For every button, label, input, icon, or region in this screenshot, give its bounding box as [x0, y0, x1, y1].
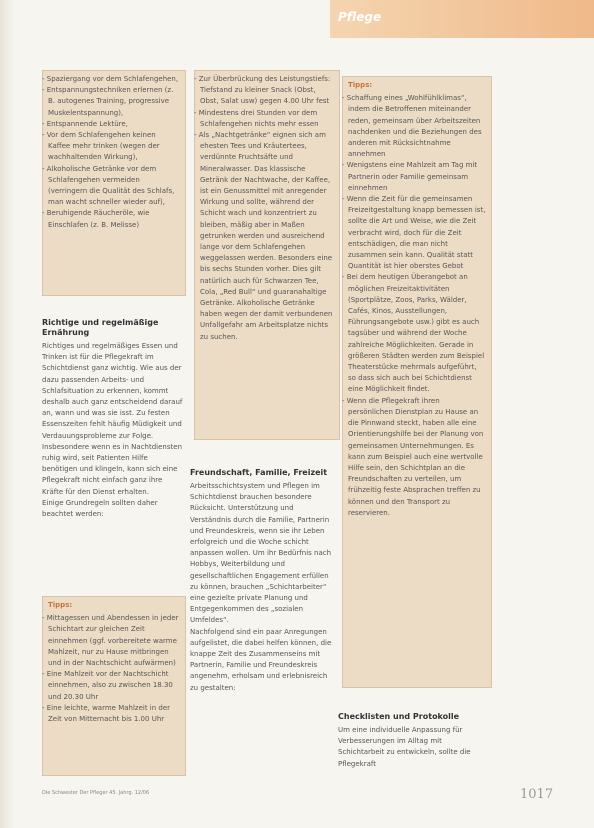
list-item: - Wenigstens eine Mahlzeit am Tag mit Partnerin oder Familie gemeinsam einnehmen [342, 161, 478, 192]
food-tips-list [194, 74, 334, 343]
section-title: Pflege [338, 10, 382, 24]
checklist-body: Um eine individuelle Anpassung für Verbesserungen im Alltag mit Schichtarbeit zu entwickeln, sollte die Pflegekraft [338, 726, 471, 768]
list-item: - Als „Nachtgetränke“ eignen sich am ehesten Tees und Kräutertees, verdünnte Fruchtsäfte und Mineralwasser. Das klassische Getränk der Nachtwache, der Kaffee, ist ein Genussmittel mit anregender Wirkung und sollte, während der Schicht wach und konzentriert zu bleiben, mäßig aber in Maßen getrunken werden und ausreichend lange vor dem Schlafengehen weggelassen werden. Besonders eine bis sechs Stunden vorher. Dies gilt natürlich auch für Schwarzen Tee, Cola, „Red Bull“ und guaranahaltige Getränke. Alkoholische Getränke haben wegen der damit verbundenen Unfallgefahr am Arbeitsplatze nichts zu suchen. [194, 131, 333, 341]
nutrition-heading: Richtige und regelmäßige Ernährung [42, 318, 159, 337]
column-3-text [338, 712, 488, 770]
list-item: - Zur Überbrückung des Leistungstiefs: Tiefstand zu kleiner Snack (Obst, Obst, Salat usw) gegen 4.00 Uhr fest [194, 75, 331, 106]
nutrition-body-2: Einige Grundregeln sollten daher beachtet werden: [42, 498, 158, 519]
journal-footer: Die Schwester Der Pfleger 45. Jahrg. 12/06 [42, 790, 150, 796]
list-item: - Vor dem Schlafengehen keinen Kaffee mehr trinken (wegen der wachhaltenden Wirkung), [42, 131, 160, 162]
column-1-text [42, 318, 184, 520]
list-item: - Entspannungstechniken erlernen (z. B. autogenes Training, progressive Muskelentspannung), [42, 86, 174, 117]
list-item: - Spaziergang vor dem Schlafengehen, [42, 75, 179, 83]
tips-label-2: Tipps: [348, 81, 373, 89]
list-item: - Beruhigende Räucheröle, wie Einschlafen (z. B. Melisse) [42, 209, 150, 229]
column-2-text [190, 468, 336, 694]
list-item: - Eine leichte, warme Mahlzeit in der Zeit von Mitternacht bis 1.00 Uhr [42, 703, 171, 724]
friendship-body: Arbeitsschichtsystem und Pflegen im Schichtdienst brauchen besondere Rücksicht. Unterstützung und Verständnis durch die Familie, Partnerin und Freundeskreis, wenn sie ihr Leben erfolgreich und die Woche schicht anpassen wollen. Um ihr Bedürfnis nach Hobbys, Weiterbildung und gesellschaftlichen Engagement erfüllen zu können, brauchen „Schichtarbeiter“ eine gezielte private Planung und Entgegenkommen des „sozialen Umfeldes“. [190, 482, 332, 625]
list-item: - Wenn die Zeit für die gemeinsamen Freizeitgestaltung knapp bemessen ist, sollte die Art und Weise, wie die Zeit verbracht wird, doch für die Zeit entschädigen, die man nicht zusammen sein kann. Qualität statt Quantität ist hier oberstes Gebot [342, 195, 486, 271]
page-number: 1017 [520, 787, 554, 802]
tips-label: Tipps: [48, 601, 73, 609]
friendship-heading: Freundschaft, Familie, Freizeit [190, 468, 328, 477]
list-item: - Schaffung eines „Wohlfühlklimas“, indem die Betroffenen miteinander reden, gemeinsam über Arbeitszeiten nachdenken und die Beziehungen des anderen mit Rücksichtnahme annehmen [342, 94, 482, 159]
friendship-body-2: Nachfolgend sind ein paar Anregungen aufgelistet, die dabei helfen können, die knappe Zeit des Zusammenseins mit Partnerin, Familie und Freundeskreis angenehm, erholsam und erlebnisreich zu gestalten: [190, 627, 332, 692]
list-item: - Mindestens drei Stunden vor dem Schlafengehen nichts mehr essen [194, 108, 319, 128]
nutrition-tips-list [42, 600, 180, 725]
list-item: - Wenn die Pflegekraft ihren persönlichen Dienstplan zu Hause an die Pinnwand steckt, haben alle eine Orientierungshilfe bei der Planung von gemeinsamen Unternehmungen. Es kann zum Beispiel auch eine wertvolle Hilfe sein, den Schichtplan an die Freundschaften zu verteilen, um frühzeitig feste Absprachen treffen zu können und den Transport zu reservieren. [342, 396, 484, 517]
list-item: - Alkoholische Getränke vor dem Schlafengehen vermeiden (verringern die Qualität des Schlafs, man wacht schneller wieder auf), [42, 164, 175, 207]
page-binding-shadow [0, 0, 14, 828]
leisure-tips-list [342, 80, 486, 519]
sleep-tips-list [42, 74, 180, 231]
list-item: - Bei dem heutigen Überangebot an möglichen Freizeitaktivitäten (Sportplätze, Zoos, Parks, Wälder, Cafés, Kinos, Ausstellungen, Führungsangebote usw.) gibt es auch tagsüber und während der Woche zahlreiche Möglichkeiten. Gerade in größeren Städten werden zum Beispiel Theaterstücke mehrmals aufgeführt, so dass sich auch bei Schichtdienst eine Möglichkeit findet. [342, 273, 485, 394]
list-item: - Eine Mahlzeit vor der Nachtschicht einnehmen, also zu zwischen 18.30 und 20.30 Uhr [42, 670, 173, 701]
checklist-heading: Checklisten und Protokolle [338, 712, 460, 721]
list-item: - Entspannende Lektüre, [42, 119, 128, 128]
list-item: - Mittagessen und Abendessen in jeder Schichtart zur gleichen Zeit einnehmen (ggf. vorbereitete warme Mahlzeit, nur zu Hause mitbringen und in der Nachtschicht aufwärmen) [42, 614, 179, 668]
nutrition-body: Richtiges und regelmäßiges Essen und Trinken ist für die Pflegekraft im Schichtdienst ganz wichtig. Wie aus der dazu passenden Arbeits- und Schlafsituation zu erkennen, kommt deshalb auch ganz entscheidend darauf an, wann und was sie isst. Zu festen Essenszeiten fehlt häufig Müdigkeit und Verdauungsprobleme zur Folge. Insbesondere wenn es in Nachtdiensten ruhig wird, seit Patienten Hilfe benötigen und klingeln, kann sich eine Pflegekraft nicht einfach ganz ihre Kräfte für den Dienst erhalten. [42, 342, 183, 496]
